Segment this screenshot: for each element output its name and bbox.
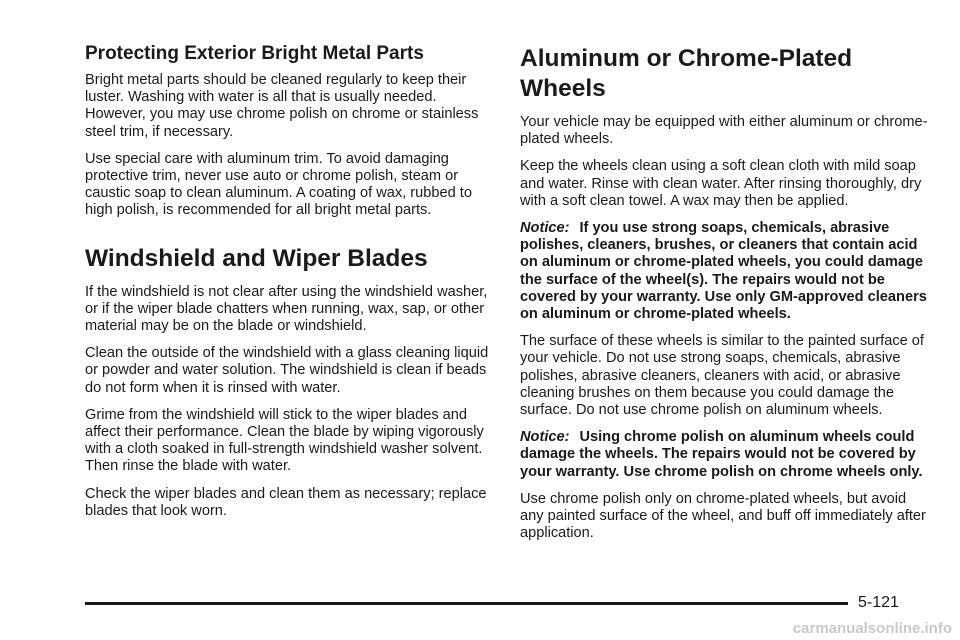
- notice-label: Notice:: [520, 220, 570, 237]
- paragraph: Check the wiper blades and clean them as necessary; replace blades that look worn.: [85, 485, 487, 519]
- paragraph: Bright metal parts should be cleaned regularly to keep their luster. Washing with water is all that is usually needed. However, you may use chrome polish on chrome or stainless steel trim, if necessary.: [85, 72, 479, 140]
- section-title-bright-metal: Protecting Exterior Bright Metal Parts: [85, 43, 424, 64]
- watermark: carmanualsonline.info: [792, 620, 952, 637]
- left-column: [85, 42, 495, 530]
- paragraph: Keep the wheels clean using a soft clean cloth with mild soap and water. Rinse with clean water. After rinsing thoroughly, dry with a soft clean towel. A wax may then be applied.: [520, 158, 922, 209]
- notice-label: Notice:: [520, 429, 570, 446]
- section-title-wheels: Aluminum or Chrome-Plated Wheels: [520, 45, 853, 102]
- paragraph: Your vehicle may be equipped with either aluminum or chrome-plated wheels.: [520, 114, 928, 148]
- page-number: 5-121: [858, 594, 899, 611]
- notice-text: If you use strong soaps, chemicals, abrasive polishes, cleaners, brushes, or cleaners that contain acid on aluminum or chrome-plated wheels, you could damage the surface of the wheel(s). The repairs would not be covered by your warranty. Use only GM-approved cleaners on aluminum or chrome-plated wheels.: [520, 220, 927, 323]
- paragraph: Clean the outside of the windshield with a glass cleaning liquid or powder and water solution. The windshield is clean if beads do not form when it is rinsed with water.: [85, 345, 489, 396]
- right-column: [520, 44, 930, 552]
- paragraph: If the windshield is not clear after using the windshield washer, or if the wiper blade chatters when running, wax, sap, or other material may be on the blade or windshield.: [85, 283, 488, 335]
- paragraph: Use chrome polish only on chrome-plated wheels, but avoid any painted surface of the wheel, and buff off immediately after application.: [520, 490, 926, 542]
- notice-block: [520, 220, 930, 323]
- notice-block: [520, 429, 930, 481]
- footer-rule: [85, 602, 848, 605]
- paragraph: Use special care with aluminum trim. To avoid damaging protective trim, never use auto or chrome polish, steam or caustic soap to clean aluminum. A coating of wax, rubbed to high polish, is recommended for all bright metal parts.: [85, 150, 472, 219]
- section-title-windshield: Windshield and Wiper Blades: [85, 244, 428, 272]
- notice-text: Using chrome polish on aluminum wheels could damage the wheels. The repairs would not be covered by your warranty. Use chrome polish on chrome wheels only.: [520, 429, 923, 480]
- paragraph: The surface of these wheels is similar to the painted surface of your vehicle. Do not use strong soaps, chemicals, abrasive polishes, abrasive cleaners, cleaners with acid, or abrasive cleaning brushes on them because you could damage the surface. Do not use chrome polish on aluminum wheels.: [520, 333, 924, 419]
- paragraph: Grime from the windshield will stick to the wiper blades and affect their performance. Clean the blade by wiping vigorously with a cloth soaked in full-strength windshield washer solvent. Then rinse the blade with water.: [85, 406, 484, 475]
